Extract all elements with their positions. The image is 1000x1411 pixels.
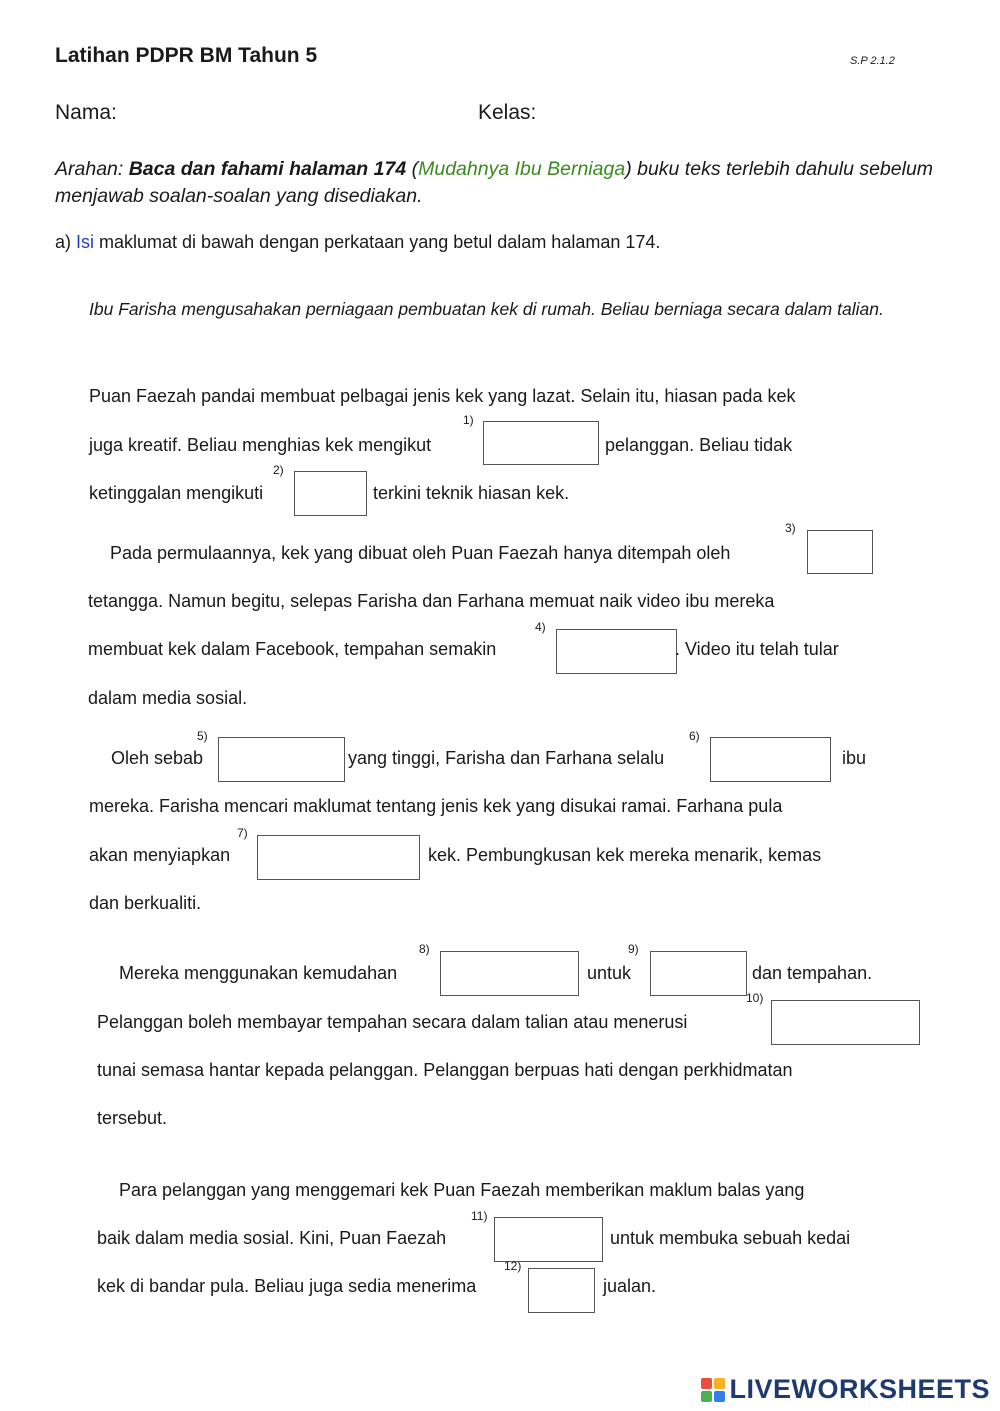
text-line-28: jualan. — [603, 1276, 657, 1296]
text-line-14: mereka. Farisha mencari maklumat tentang jenis kek yang disukai ramai. Farhana pula — [89, 796, 783, 816]
text-line-4: ketinggalan mengikuti — [89, 483, 264, 503]
text-line-21: Pelanggan boleh membayar tempahan secara dalam talian atau menerusi — [97, 1012, 688, 1032]
text-line-26: untuk membuka sebuah kedai — [610, 1228, 851, 1248]
text-line-20: dan tempahan. — [752, 963, 873, 983]
instruction-bold: Baca dan fahami halaman 174 — [128, 158, 407, 180]
kelas-label: Kelas: — [478, 101, 537, 124]
blank-number-11: 11) — [471, 1209, 488, 1223]
text-line-16: kek. Pembungkusan kek mereka menarik, kemas — [428, 845, 822, 865]
answer-input-1[interactable] — [483, 421, 599, 465]
instruction-rest: ) buku teks terlebih dahulu sebelum menjawab soalan-soalan yang disediakan. — [55, 158, 934, 207]
text-line-6: Pada permulaannya, kek yang dibuat oleh Puan Faezah hanya ditempah oleh — [110, 543, 731, 563]
text-line-7: tetangga. Namun begitu, selepas Farisha dan Farhana memuat naik video ibu mereka — [88, 591, 775, 611]
text-line-23: tersebut. — [97, 1108, 168, 1128]
logo-text: LIVEWORKSHEETS — [729, 1374, 990, 1404]
instruction-paren: ( — [406, 158, 419, 180]
text-line-11: Oleh sebab — [111, 748, 204, 768]
page-title: Latihan PDPR BM Tahun 5 — [55, 44, 318, 67]
blank-number-6: 6) — [689, 729, 700, 743]
answer-input-3[interactable] — [807, 530, 873, 574]
question-a — [55, 232, 660, 253]
text-line-13: ibu — [842, 748, 867, 768]
text-line-9: . Video itu telah tular — [675, 639, 839, 659]
blank-number-10: 10) — [746, 991, 764, 1005]
blank-number-4: 4) — [535, 620, 546, 634]
logo-mark-icon — [701, 1378, 725, 1402]
question-a-text: maklumat di bawah dengan perkataan yang betul dalam halaman 174. — [94, 232, 661, 252]
instruction — [55, 156, 935, 210]
text-line-12: yang tinggi, Farisha dan Farhana selalu — [348, 748, 665, 768]
answer-input-8[interactable] — [440, 951, 579, 996]
text-line-17: dan berkualiti. — [89, 893, 202, 913]
text-line-8: membuat kek dalam Facebook, tempahan semakin — [88, 639, 497, 659]
liveworksheets-logo — [701, 1374, 990, 1405]
answer-input-2[interactable] — [294, 471, 367, 516]
instruction-prefix: Arahan: — [55, 158, 129, 180]
blank-number-8: 8) — [419, 942, 430, 956]
answer-input-7[interactable] — [257, 835, 420, 880]
text-line-27: kek di bandar pula. Beliau juga sedia menerima — [97, 1276, 477, 1296]
text-line-3: pelanggan. Beliau tidak — [605, 435, 793, 455]
answer-input-4[interactable] — [556, 629, 677, 674]
text-line-10: dalam media sosial. — [88, 688, 248, 708]
answer-input-9[interactable] — [650, 951, 747, 996]
answer-input-6[interactable] — [710, 737, 831, 782]
answer-input-12[interactable] — [528, 1268, 595, 1313]
nama-label: Nama: — [55, 101, 117, 124]
intro-text: Ibu Farisha mengusahakan perniagaan pembuatan kek di rumah. Beliau berniaga secara dalam talian. — [89, 299, 884, 319]
blank-number-2: 2) — [273, 463, 284, 477]
text-line-24: Para pelanggan yang menggemari kek Puan Faezah memberikan maklum balas yang — [119, 1180, 805, 1200]
text-line-22: tunai semasa hantar kepada pelanggan. Pelanggan berpuas hati dengan perkhidmatan — [97, 1060, 793, 1080]
answer-input-11[interactable] — [494, 1217, 603, 1262]
text-line-2: juga kreatif. Beliau menghias kek mengikut — [89, 435, 432, 455]
text-line-15: akan menyiapkan — [89, 845, 231, 865]
text-line-19: untuk — [587, 963, 632, 983]
text-line-5: terkini teknik hiasan kek. — [373, 483, 570, 503]
standard-code: S.P 2.1.2 — [850, 55, 895, 67]
blank-number-7: 7) — [237, 826, 248, 840]
blank-number-9: 9) — [628, 942, 639, 956]
text-line-1: Puan Faezah pandai membuat pelbagai jenis kek yang lazat. Selain itu, hiasan pada kek — [89, 386, 796, 406]
blank-number-5: 5) — [197, 729, 208, 743]
question-a-keyword: Isi — [76, 232, 95, 252]
answer-input-5[interactable] — [218, 737, 345, 782]
blank-number-1: 1) — [463, 413, 474, 427]
text-line-25: baik dalam media sosial. Kini, Puan Faezah — [97, 1228, 447, 1248]
answer-input-10[interactable] — [771, 1000, 920, 1045]
question-a-prefix: a) — [55, 232, 77, 252]
blank-number-12: 12) — [504, 1259, 522, 1273]
blank-number-3: 3) — [785, 521, 796, 535]
text-line-18: Mereka menggunakan kemudahan — [119, 963, 398, 983]
book-title: Mudahnya Ibu Berniaga — [418, 158, 626, 180]
